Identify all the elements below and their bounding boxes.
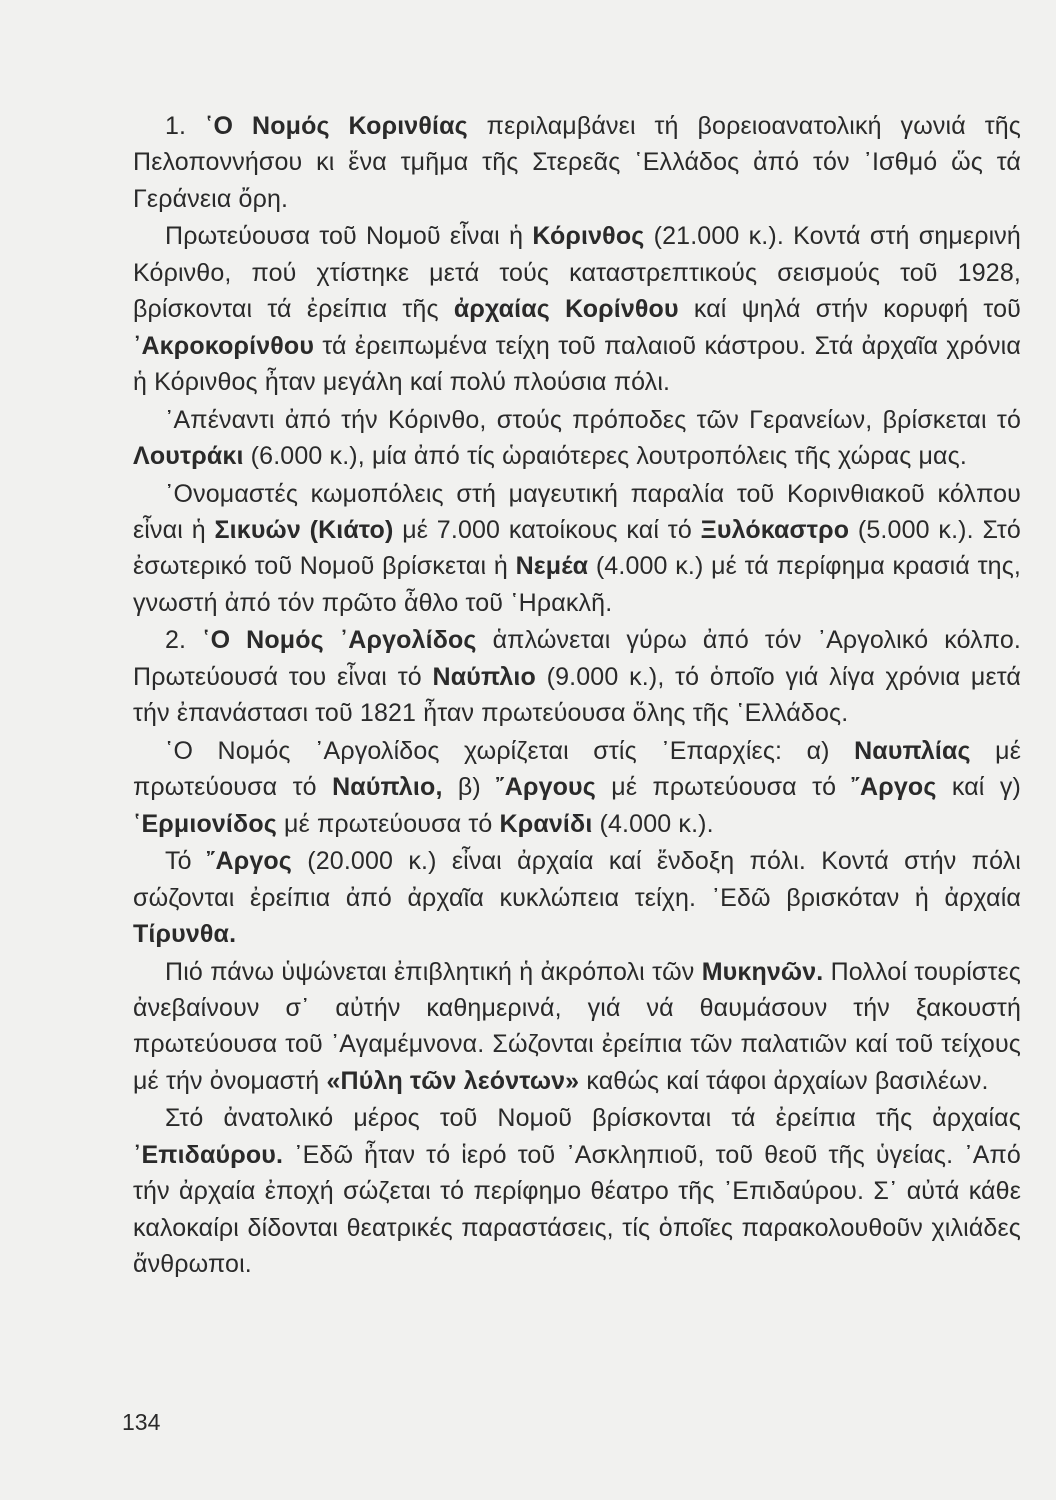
text-run: Πρωτεύουσα τοῦ Νομοῦ εἶναι ἡ xyxy=(165,222,533,251)
paragraph xyxy=(133,218,1021,400)
text-run: καί ψηλά στήν κορυφή τοῦ xyxy=(678,295,1021,324)
text-run: 2. xyxy=(165,626,203,655)
bold-term: ῎Αργους xyxy=(496,773,596,802)
text-run: περιλαμβάνει τή βορειοανατολική γωνιά τῆς Πελοποννήσου κι ἕνα τμῆμα τῆς Στερεᾶς ῾Ελλάδος ἀπό τόν ᾿Ισθμό ὥς τά Γεράνεια ὄρη. xyxy=(133,112,1021,213)
text-run: μέ πρωτεύουσα τό xyxy=(276,809,500,838)
text-run: Τό xyxy=(165,847,208,876)
bold-term: Μυκηνῶν. xyxy=(701,957,824,986)
bold-term: ῾Ο Νομός ᾿Αργολίδος xyxy=(202,626,477,655)
text-run: μέ πρωτεύουσα τό xyxy=(595,773,852,802)
bold-term: Ξυλόκαστρο xyxy=(700,516,850,545)
bold-term: Τίρυνθα. xyxy=(133,920,237,949)
text-run: μέ πρωτεύουσα τό xyxy=(133,736,1021,802)
bold-term: Λουτράκι xyxy=(133,442,244,471)
paragraph xyxy=(133,402,1021,475)
bold-term: «Πύλη τῶν λεόντων» xyxy=(326,1066,580,1095)
text-run: (4.000 κ.) μέ τά περίφημα κρασιά της, γνωστή ἀπό τόν πρῶτο ἆθλο τοῦ ῾Ηρακλῆ. xyxy=(133,552,1021,617)
bold-term: Κρανίδι xyxy=(499,809,593,838)
text-run: Στό ἀνατολικό μέρος τοῦ Νομοῦ βρίσκονται τά ἐρείπια τῆς ἀρχαίας xyxy=(165,1104,1021,1133)
text-run: (6.000 κ.), μία ἀπό τίς ὡραιότερες λουτροπόλεις τῆς χώρας μας. xyxy=(243,442,967,471)
bold-term: Ναύπλιο, xyxy=(332,773,443,802)
bold-term: Ναύπλιο xyxy=(432,662,536,691)
paragraph xyxy=(133,954,1021,1100)
text-run: τά ἐρειπωμένα τείχη τοῦ παλαιοῦ κάστρου. Στά ἀρχαῖα χρόνια ἡ Κόρινθος ἦταν μεγάλη καί πολύ πλούσια πόλι. xyxy=(133,331,1021,397)
page-number: 134 xyxy=(122,1409,161,1435)
text-run: (20.000 κ.) εἶναι ἀρχαία καί ἔνδοξη πόλι. Κοντά στήν πόλι σώζονται ἐρείπια ἀπό ἀρχαῖα κυκλώπεια τείχη. ᾿Εδῶ βρισκόταν ἡ ἀρχαία xyxy=(133,847,1022,912)
paragraph xyxy=(133,476,1021,622)
text-run: 1. xyxy=(165,112,206,140)
document-body xyxy=(133,108,1021,1284)
text-run: ᾿Εδῶ ἦταν τό ἱερό τοῦ ᾿Ασκληπιοῦ, τοῦ θεοῦ τῆς ὑγείας. ᾿Από τήν ἀρχαία ἐποχή σώζεται τό περίφημο θέατρο τῆς ᾿Επιδαύρου. Σ᾿ αὐτά κάθε καλοκαίρι δίδονται θεατρικές παραστάσεις, τίς ὁποῖες παρακολουθοῦν χιλιάδες ἄνθρωποι. xyxy=(133,1140,1021,1279)
text-run: μέ 7.000 κατοίκους καί τό xyxy=(393,516,701,545)
text-run: Πιό πάνω ὑψώνεται ἐπιβλητική ἡ ἀκρόπολι τῶν xyxy=(165,957,702,986)
text-run: ῾Ο Νομός ᾿Αργολίδος χωρίζεται στίς ᾿Επαρχίες: α) xyxy=(165,736,855,765)
paragraph xyxy=(133,622,1021,731)
text-run: ἁπλώνεται γύρω ἀπό τόν ᾿Αργολικό κόλπο. Πρωτεύουσά του εἶναι τό xyxy=(133,626,1021,691)
paragraph xyxy=(133,843,1021,952)
bold-term: ῎Αργος xyxy=(851,773,937,802)
bold-term: Ναυπλίας xyxy=(854,736,971,765)
bold-term: Κόρινθος xyxy=(532,222,645,251)
bold-term: ᾿Επιδαύρου. xyxy=(133,1140,284,1169)
bold-term: ῾Ο Νομός Κορινθίας xyxy=(205,112,468,140)
text-run: Πολλοί τουρίστες ἀνεβαίνουν σ᾿ αὐτήν καθημερινά, γιά νά θαυμάσουν τήν ξακουστή πρωτεύουσα τοῦ ᾿Αγαμέμνονα. Σώζονται ἐρείπια τῶν παλατιῶν καί τοῦ τείχους μέ τήν ὀνομαστή xyxy=(133,957,1021,1095)
bold-term: ᾿Ακροκορίνθου xyxy=(133,331,315,360)
text-run: (4.000 κ.). xyxy=(592,809,714,838)
paragraph xyxy=(133,1100,1021,1282)
bold-term: Νεμέα xyxy=(515,552,589,581)
paragraph xyxy=(133,733,1021,842)
bold-term: ῎Αργος xyxy=(207,847,292,876)
text-run: καί γ) xyxy=(936,773,1021,802)
bold-term: Σικυών (Κιάτο) xyxy=(214,516,394,545)
text-run: ᾿Ονομαστές κωμοπόλεις στή μαγευτική παραλία τοῦ Κορινθιακοῦ κόλπου εἶναι ἡ xyxy=(133,479,1021,545)
text-run: (21.000 κ.). Κοντά στή σημερινή Κόρινθο, πού χτίστηκε μετά τούς καταστρεπτικούς σεισμούς τοῦ 1928, βρίσκονται τά ἐρείπια τῆς xyxy=(133,222,1021,324)
text-run: β) xyxy=(442,773,497,802)
text-run: ᾿Απέναντι ἀπό τήν Κόρινθο, στούς πρόποδες τῶν Γερανείων, βρίσκεται τό xyxy=(165,405,1021,434)
paragraph xyxy=(133,108,1021,217)
text-run: (9.000 κ.), τό ὁποῖο γιά λίγα χρόνια μετά τήν ἐπανάστασι τοῦ 1821 ἦταν πρωτεύουσα ὅλης τῆς ῾Ελλάδος. xyxy=(133,662,1022,728)
bold-term: ῾Ερμιονίδος xyxy=(133,809,277,838)
text-run: (5.000 κ.). Στό ἐσωτερικό τοῦ Νομοῦ βρίσκεται ἡ xyxy=(133,516,1021,581)
text-run: καθώς καί τάφοι ἀρχαίων βασιλέων. xyxy=(579,1066,989,1095)
bold-term: ἀρχαίας Κορίνθου xyxy=(453,295,679,324)
